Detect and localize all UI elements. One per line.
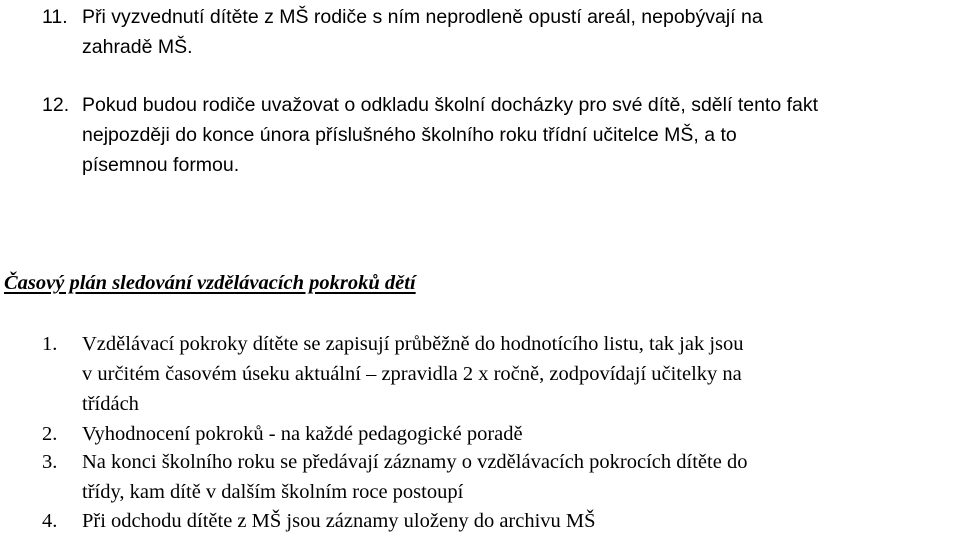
list-item-line: zahradě MŠ. [82, 36, 193, 58]
list-item-line: Při vyzvednutí dítěte z MŠ rodiče s ním neprodleně opustí areál, nepobývají na [82, 6, 763, 28]
list-item-number: 3. [42, 451, 58, 473]
list-item-3 [42, 447, 959, 507]
list-item-line: Pokud budou rodiče uvažovat o odkladu školní docházky pro své dítě, sdělí tento fakt [82, 94, 819, 116]
list-item-number: 12. [42, 94, 70, 116]
list-item-line: Při odchodu dítěte z MŠ jsou záznamy uloženy do archivu MŠ [82, 510, 596, 532]
list-item-4 [42, 506, 959, 536]
list-item-line: Na konci školního roku se předávají záznamy o vzdělávacích pokrocích dítěte do [82, 451, 748, 473]
list-item-12 [42, 90, 959, 180]
list-item-line: třídy, kam dítě v dalším školním roce postoupí [82, 481, 464, 503]
list-item-1 [42, 329, 959, 419]
list-item-number: 1. [42, 333, 58, 355]
list-item-line: písemnou formou. [82, 154, 240, 176]
list-item-11 [42, 2, 959, 62]
section-heading: Časový plán sledování vzdělávacích pokroků dětí [4, 272, 416, 294]
list-item-line: v určitém časovém úseku aktuální – zpravidla 2 x ročně, zodpovídají učitelky na [82, 363, 742, 385]
list-item-number: 2. [42, 423, 58, 445]
list-item-line: Vzdělávací pokroky dítěte se zapisují průběžně do hodnotícího listu, tak jak jsou [82, 333, 744, 355]
list-item-2 [42, 419, 959, 449]
list-item-line: Vyhodnocení pokroků - na každé pedagogické poradě [82, 423, 523, 445]
list-item-line: nejpozději do konce února příslušného školního roku třídní učitelce MŠ, a to [82, 124, 737, 146]
list-item-number: 11. [42, 6, 68, 28]
list-item-number: 4. [42, 510, 58, 532]
list-item-line: třídách [82, 393, 139, 415]
